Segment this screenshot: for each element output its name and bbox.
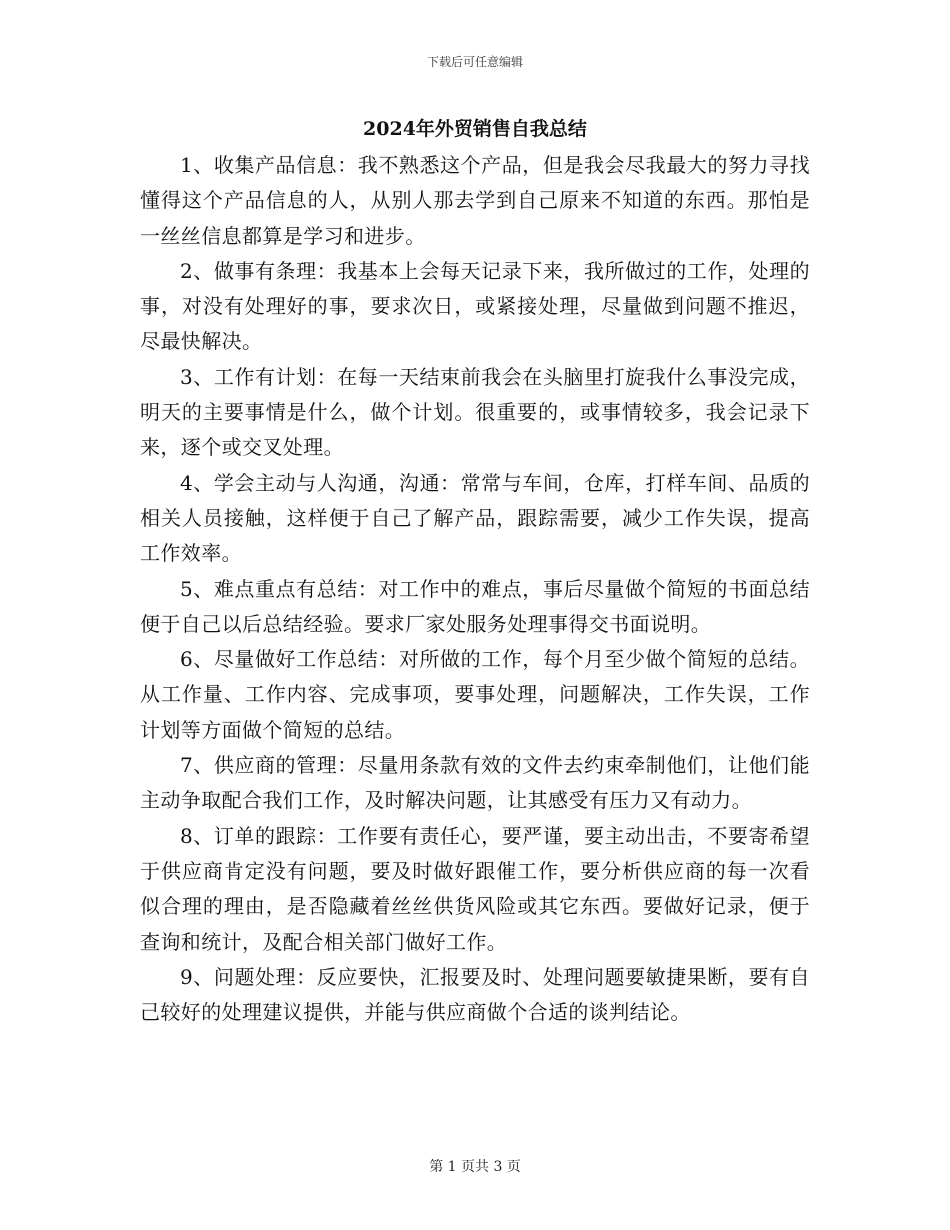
header-note: 下载后可任意编辑 <box>426 55 523 69</box>
paragraph-2: 2、做事有条理：我基本上会每天记录下来，我所做过的工作，处理的事，对没有处理好的事，要求次日，或紧接处理，尽量做到问题不推迟，尽最快解决。 <box>140 258 810 354</box>
paragraph-4: 4、学会主动与人沟通，沟通：常常与车间，仓库，打样车间、品质的相关人员接触，这样便于自己了解产品，跟踪需要，减少工作失误，提高工作效率。 <box>140 470 810 566</box>
page-number: 第 1 页共 3 页 <box>429 1159 521 1175</box>
paragraph-5: 5、难点重点有总结：对工作中的难点，事后尽量做个简短的书面总结便于自己以后总结经验。要求厂家处服务处理事得交书面说明。 <box>140 576 810 636</box>
document-body <box>140 148 810 1030</box>
paragraph-1: 1、收集产品信息：我不熟悉这个产品，但是我会尽我最大的努力寻找懂得这个产品信息的人，从别人那去学到自己原来不知道的东西。那怕是一丝丝信息都算是学习和进步。 <box>140 153 810 248</box>
paragraph-7: 7、供应商的管理：尽量用条款有效的文件去约束牵制他们，让他们能主动争取配合我们工作，及时解决问题，让其感受有压力又有动力。 <box>140 753 810 813</box>
paragraph-8: 8、订单的跟踪：工作要有责任心，要严谨，要主动出击，不要寄希望于供应商肯定没有问题，要及时做好跟催工作，要分析供应商的每一次看似合理的理由，是否隐藏着丝丝供货风险或其它东西。要做好记录，便于查询和统计，及配合相关部门做好工作。 <box>140 823 810 954</box>
paragraph-3: 3、工作有计划：在每一天结束前我会在头脑里打旋我什么事没完成，明天的主要事情是什么，做个计划。很重要的，或事情较多，我会记录下来，逐个或交叉处理。 <box>140 364 810 460</box>
paragraph-9: 9、问题处理：反应要快，汇报要及时、处理问题要敏捷果断，要有自己较好的处理建议提供，并能与供应商做个合适的谈判结论。 <box>140 964 810 1025</box>
document-title: 2024年外贸销售自我总结 <box>363 118 587 140</box>
paragraph-6: 6、尽量做好工作总结：对所做的工作，每个月至少做个简短的总结。从工作量、工作内容、完成事项，要事处理，问题解决，工作失误，工作计划等方面做个简短的总结。 <box>140 647 810 742</box>
